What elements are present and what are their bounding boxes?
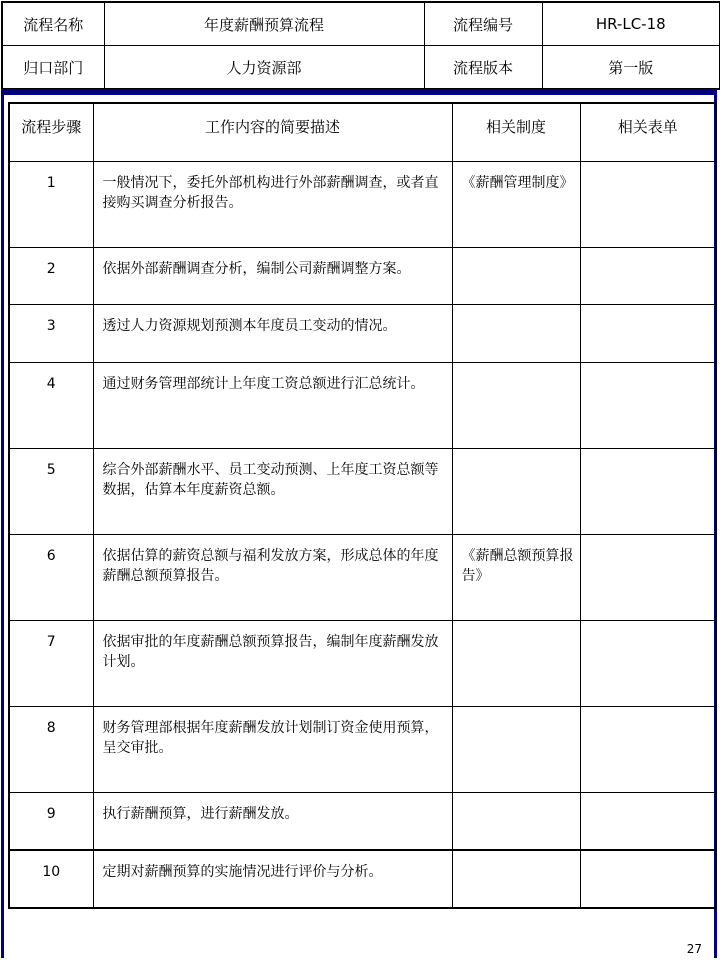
table-row [9,362,716,448]
table-row [9,247,716,304]
related-form [580,620,716,706]
table-row [9,850,716,908]
step-description: 依据审批的年度薪酬总额预算报告，编制年度薪酬发放计划。 [93,620,452,706]
table-header-row [9,103,716,161]
related-rule: 《薪酬管理制度》 [452,161,580,247]
related-rule [452,792,580,850]
col-header-step: 流程步骤 [9,103,93,161]
step-number: 2 [9,247,93,304]
table-row [9,304,716,362]
step-description: 执行薪酬预算，进行薪酬发放。 [93,792,452,850]
related-form [580,161,716,247]
step-description: 依据外部薪酬调查分析，编制公司薪酬调整方案。 [93,247,452,304]
process-name-value: 年度薪酬预算流程 [104,2,424,46]
step-description: 依据估算的薪资总额与福利发放方案，形成总体的年度薪酬总额预算报告。 [93,534,452,620]
step-number: 3 [9,304,93,362]
process-code-value: HR-LC-18 [542,2,720,46]
related-rule [452,850,580,908]
related-rule [452,620,580,706]
step-number: 9 [9,792,93,850]
related-rule [452,448,580,534]
step-number: 5 [9,448,93,534]
page-number: 27 [686,942,702,956]
related-form [580,534,716,620]
col-header-form: 相关表单 [580,103,716,161]
related-form [580,792,716,850]
step-description: 透过人力资源规划预测本年度员工变动的情况。 [93,304,452,362]
related-form [580,247,716,304]
dept-label: 归口部门 [2,46,104,90]
related-form [580,850,716,908]
process-header-table [1,1,720,90]
table-row [9,534,716,620]
table-row [9,448,716,534]
related-form [580,706,716,792]
table-row [9,792,716,850]
step-description: 一般情况下，委托外部机构进行外部薪酬调查，或者直接购买调查分析报告。 [93,161,452,247]
related-rule [452,304,580,362]
related-form [580,448,716,534]
step-number: 10 [9,850,93,908]
related-form [580,304,716,362]
process-name-label: 流程名称 [2,2,104,46]
step-description: 综合外部薪酬水平、员工变动预测、上年度工资总额等数据，估算本年度薪资总额。 [93,448,452,534]
table-row [9,161,716,247]
step-number: 7 [9,620,93,706]
process-steps-table [8,102,717,909]
step-description: 通过财务管理部统计上年度工资总额进行汇总统计。 [93,362,452,448]
header-row-dept [2,46,720,90]
version-label: 流程版本 [424,46,542,90]
process-code-label: 流程编号 [424,2,542,46]
col-header-desc: 工作内容的简要描述 [93,103,452,161]
table-row [9,620,716,706]
step-number: 8 [9,706,93,792]
related-rule [452,247,580,304]
related-rule [452,706,580,792]
related-rule [452,362,580,448]
table-row [9,706,716,792]
dept-value: 人力资源部 [104,46,424,90]
step-number: 1 [9,161,93,247]
header-row-name [2,2,720,46]
related-form [580,362,716,448]
step-description: 定期对薪酬预算的实施情况进行评价与分析。 [93,850,452,908]
step-number: 6 [9,534,93,620]
step-description: 财务管理部根据年度薪酬发放计划制订资金使用预算，呈交审批。 [93,706,452,792]
version-value: 第一版 [542,46,720,90]
related-rule: 《薪酬总额预算报告》 [452,534,580,620]
step-number: 4 [9,362,93,448]
col-header-rule: 相关制度 [452,103,580,161]
